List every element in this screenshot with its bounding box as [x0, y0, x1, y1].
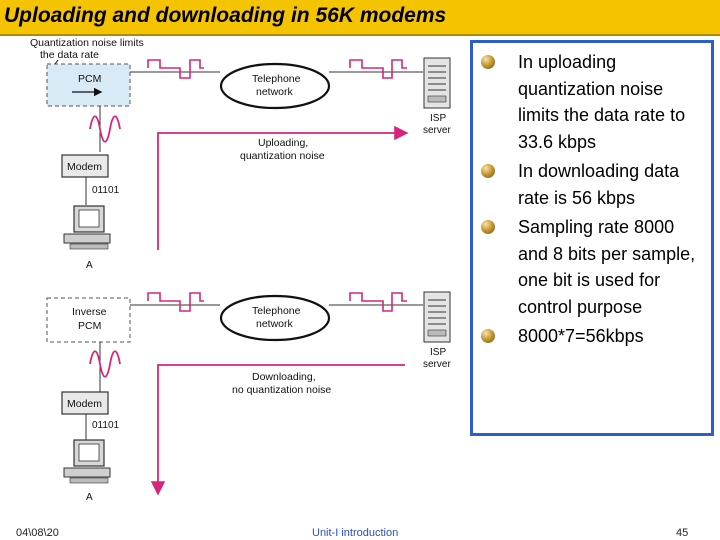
isp-label-lower-line2: server [423, 359, 451, 370]
analog-signal [90, 116, 120, 142]
network-label-line2: network [256, 86, 293, 98]
isp-label-line2: server [423, 125, 451, 136]
isp-label-line1: ISP [430, 113, 447, 124]
bullet-text: 8000*7=56kbps [518, 326, 644, 346]
modem-diagram [0, 36, 470, 516]
inverse-pcm-line1: Inverse [72, 306, 107, 318]
bullet-dot-icon [481, 164, 495, 178]
digital-signal-left-lower [148, 293, 204, 311]
download-diagram [47, 292, 451, 503]
isp-label-lower-line1: ISP [430, 347, 447, 358]
bullet-item [473, 49, 711, 155]
upload-diagram [30, 37, 451, 271]
digital-signal-right-lower [350, 293, 407, 311]
quantization-caption-line1: Quantization noise limits [30, 37, 144, 49]
isp-server-icon [424, 58, 450, 108]
bullet-dot-icon [481, 55, 495, 69]
download-arrow-label-line2: no quantization noise [232, 384, 332, 396]
upload-arrow-label-line2: quantization noise [240, 150, 325, 162]
computer-icon-lower [64, 440, 110, 483]
pcm-box [47, 64, 130, 106]
footer-page-number: 45 [676, 527, 689, 539]
modem-label: Modem [67, 161, 103, 173]
title-bar [0, 0, 720, 36]
bits-label-lower: 01101 [92, 420, 120, 431]
digital-signal-left [148, 60, 204, 78]
inverse-pcm-line2: PCM [78, 320, 102, 332]
isp-server-icon-lower [424, 292, 450, 342]
bullet-text: In downloading data rate is 56 kbps [518, 161, 680, 208]
pcm-label: PCM [78, 73, 102, 85]
station-label: A [86, 260, 93, 271]
quantization-caption-line2: the data rate [40, 49, 99, 61]
bullet-dot-icon [481, 220, 495, 234]
computer-icon [64, 206, 110, 249]
digital-signal-right [350, 60, 407, 78]
bullet-text: Sampling rate 8000 and 8 bits per sample, one bit is used for control purpose [518, 217, 696, 317]
download-arrow-label-line1: Downloading, [252, 371, 316, 383]
network-label-line1: Telephone [252, 73, 301, 85]
station-label-lower: A [86, 492, 93, 503]
bits-label: 01101 [92, 185, 120, 196]
footer-date: 04\08\20 [16, 527, 59, 539]
bullet-dot-icon [481, 329, 495, 343]
modem-label-lower: Modem [67, 398, 103, 410]
network-label-lower-line1: Telephone [252, 305, 301, 317]
bullet-item [473, 214, 711, 320]
bullet-list [473, 43, 711, 350]
bullet-text: In uploading quantization noise limits the data rate to 33.6 kbps [518, 52, 686, 152]
slide-title: Uploading and downloading in 56K modems [4, 4, 447, 27]
footer-unit-title: Unit-I introduction [312, 527, 399, 539]
analog-signal-lower [90, 351, 120, 377]
network-label-lower-line2: network [256, 318, 293, 330]
bullet-box [470, 40, 714, 436]
bullet-item [473, 323, 711, 350]
bullet-item [473, 158, 711, 211]
upload-arrow-label-line1: Uploading, [258, 137, 309, 149]
